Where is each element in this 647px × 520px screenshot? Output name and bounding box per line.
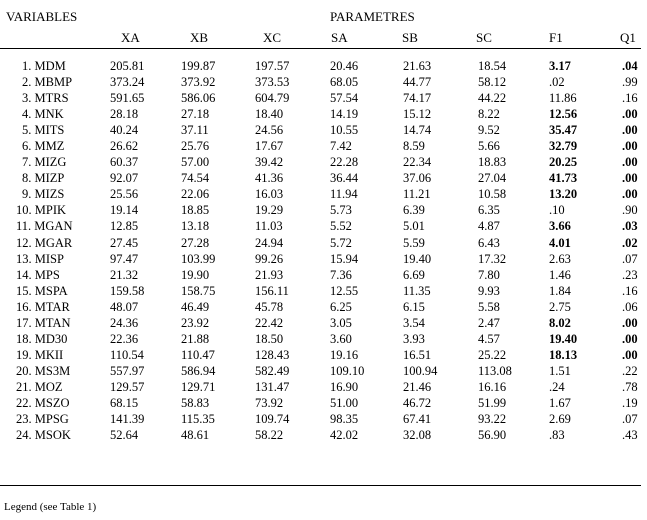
- cell-sb: 3.54: [403, 315, 425, 330]
- cell-xc: 21.93: [255, 267, 284, 282]
- cell-f1: .02: [549, 75, 565, 90]
- cell-xc: 18.50: [255, 331, 284, 346]
- cell-sa: 19.16: [330, 347, 359, 362]
- variables-header: VARIABLES: [6, 9, 78, 24]
- cell-xa: 141.39: [110, 412, 145, 427]
- variable-name: 1. MDM: [22, 59, 66, 73]
- cell-sa: 3.05: [330, 315, 352, 330]
- cell-xa: 205.81: [110, 59, 145, 73]
- cell-q1: .23: [622, 267, 638, 282]
- table-body: [0, 58, 641, 443]
- cell-sa: 22.28: [330, 155, 359, 170]
- cell-q1: .00: [622, 331, 638, 346]
- table-row: [0, 411, 641, 427]
- cell-xa: 68.15: [110, 395, 139, 410]
- cell-xa: 129.57: [110, 379, 145, 394]
- cell-sc: 7.80: [478, 267, 500, 282]
- cell-sc: 5.66: [478, 139, 500, 154]
- cell-xc: 582.49: [255, 363, 290, 378]
- cell-f1: 20.25: [549, 155, 578, 170]
- cell-xb: 27.28: [181, 235, 210, 250]
- cell-sc: 113.08: [478, 363, 512, 378]
- cell-sc: 9.52: [478, 123, 500, 138]
- variable-name: 17. MTAN: [16, 315, 71, 330]
- table-row: [0, 267, 641, 283]
- cell-sa: 14.19: [330, 107, 359, 122]
- column-header-xb: XB: [190, 30, 209, 45]
- variable-name: 2. MBMP: [22, 75, 73, 90]
- cell-q1: .00: [622, 315, 638, 330]
- cell-sb: 14.74: [403, 123, 432, 138]
- cell-sa: 51.00: [330, 395, 359, 410]
- cell-sa: 5.73: [330, 203, 352, 218]
- cell-xb: 115.35: [181, 412, 215, 427]
- cell-sc: 51.99: [478, 395, 507, 410]
- cell-sb: 32.08: [403, 428, 432, 443]
- cell-q1: .19: [622, 395, 638, 410]
- cell-f1: 3.66: [549, 219, 571, 234]
- cell-f1: 2.69: [549, 412, 571, 427]
- variable-name: 5. MITS: [22, 123, 65, 138]
- cell-xa: 28.18: [110, 107, 139, 122]
- cell-q1: .03: [622, 219, 638, 234]
- cell-f1: 2.75: [549, 299, 571, 314]
- table-row: [0, 251, 641, 267]
- cell-xc: 16.03: [255, 187, 284, 202]
- cell-q1: .00: [622, 107, 638, 122]
- table-top-rule: [0, 48, 641, 49]
- cell-xc: 197.57: [255, 59, 290, 73]
- variable-name: 8. MIZP: [22, 171, 65, 186]
- cell-xb: 23.92: [181, 315, 210, 330]
- table-row: [0, 395, 641, 411]
- table-row: [0, 427, 641, 443]
- cell-sa: 10.55: [330, 123, 359, 138]
- cell-xc: 604.79: [255, 91, 290, 106]
- cell-f1: 2.63: [549, 251, 571, 266]
- cell-sb: 21.63: [403, 59, 432, 73]
- column-header-xc: XC: [263, 30, 282, 45]
- cell-q1: .99: [622, 75, 638, 90]
- cell-xb: 103.99: [181, 251, 216, 266]
- cell-sc: 6.43: [478, 235, 500, 250]
- cell-f1: 12.56: [549, 107, 578, 122]
- table-row: [0, 379, 641, 395]
- cell-f1: 41.73: [549, 171, 578, 186]
- cell-sa: 36.44: [330, 171, 359, 186]
- variable-name: 7. MIZG: [22, 155, 67, 170]
- cell-xb: 27.18: [181, 107, 210, 122]
- variable-name: 20. MS3M: [16, 363, 71, 378]
- table-row: [0, 299, 641, 315]
- cell-sa: 11.94: [330, 187, 358, 202]
- cell-sa: 6.25: [330, 299, 352, 314]
- cell-sa: 7.42: [330, 139, 352, 154]
- cell-sc: 18.54: [478, 59, 507, 73]
- cell-xb: 18.85: [181, 203, 210, 218]
- cell-sb: 46.72: [403, 395, 432, 410]
- cell-xc: 41.36: [255, 171, 284, 186]
- cell-sa: 5.72: [330, 235, 352, 250]
- cell-xa: 19.14: [110, 203, 139, 218]
- variable-name: 9. MIZS: [22, 187, 65, 202]
- cell-xb: 199.87: [181, 59, 216, 73]
- cell-f1: 19.40: [549, 331, 578, 346]
- cell-xa: 110.54: [110, 347, 144, 362]
- column-header-q1: Q1: [620, 30, 636, 45]
- cell-q1: .02: [622, 235, 638, 250]
- cell-q1: .43: [622, 428, 638, 443]
- cell-xc: 128.43: [255, 347, 290, 362]
- cell-xb: 19.90: [181, 267, 210, 282]
- cell-sc: 27.04: [478, 171, 507, 186]
- cell-sb: 67.41: [403, 412, 432, 427]
- cell-xa: 159.58: [110, 283, 145, 298]
- cell-q1: .00: [622, 155, 638, 170]
- cell-sc: 9.93: [478, 283, 500, 298]
- cell-xc: 24.56: [255, 123, 284, 138]
- cell-xa: 22.36: [110, 331, 139, 346]
- table-bottom-rule: [0, 485, 641, 486]
- cell-xa: 591.65: [110, 91, 145, 106]
- cell-xc: 58.22: [255, 428, 284, 443]
- cell-f1: 35.47: [549, 123, 578, 138]
- cell-q1: .00: [622, 139, 638, 154]
- cell-f1: .24: [549, 379, 565, 394]
- cell-sb: 21.46: [403, 379, 432, 394]
- variable-name: 18. MD30: [16, 331, 68, 346]
- cell-sa: 7.36: [330, 267, 352, 282]
- table-row: [0, 315, 641, 331]
- cell-xc: 24.94: [255, 235, 284, 250]
- table-row: [0, 106, 641, 122]
- cell-f1: 1.46: [549, 267, 571, 282]
- table-row: [0, 74, 641, 90]
- table-row: [0, 154, 641, 170]
- cell-sc: 58.12: [478, 75, 507, 90]
- cell-sc: 44.22: [478, 91, 507, 106]
- cell-f1: 1.67: [549, 395, 571, 410]
- cell-f1: 8.02: [549, 315, 571, 330]
- cell-sa: 98.35: [330, 412, 359, 427]
- cell-sb: 3.93: [403, 331, 425, 346]
- cell-sb: 6.15: [403, 299, 425, 314]
- variable-name: 12. MGAR: [16, 235, 73, 250]
- cell-q1: .07: [622, 251, 638, 266]
- variable-name: 3. MTRS: [22, 91, 69, 106]
- variable-name: 4. MNK: [22, 107, 64, 122]
- column-header-sc: SC: [476, 30, 492, 45]
- cell-f1: .10: [549, 203, 565, 218]
- cell-q1: .00: [622, 347, 638, 362]
- cell-xa: 373.24: [110, 75, 145, 90]
- cell-xb: 48.61: [181, 428, 210, 443]
- variable-name: 22. MSZO: [16, 395, 70, 410]
- table-row: [0, 331, 641, 347]
- cell-sb: 5.01: [403, 219, 425, 234]
- cell-xb: 22.06: [181, 187, 210, 202]
- table-row: [0, 218, 641, 234]
- variable-name: 15. MSPA: [16, 283, 68, 298]
- cell-xa: 26.62: [110, 139, 139, 154]
- table-row: [0, 363, 641, 379]
- cell-sc: 93.22: [478, 412, 507, 427]
- cell-q1: .00: [622, 187, 638, 202]
- legend-note: Legend (see Table 1): [4, 501, 97, 513]
- cell-sc: 16.16: [478, 379, 507, 394]
- cell-q1: .07: [622, 412, 638, 427]
- cell-f1: 13.20: [549, 187, 578, 202]
- cell-sc: 17.32: [478, 251, 507, 266]
- cell-xa: 12.85: [110, 219, 139, 234]
- cell-q1: .06: [622, 299, 638, 314]
- cell-xa: 97.47: [110, 251, 139, 266]
- cell-sc: 18.83: [478, 155, 507, 170]
- cell-xb: 58.83: [181, 395, 210, 410]
- cell-xc: 11.03: [255, 219, 283, 234]
- cell-xa: 24.36: [110, 315, 139, 330]
- cell-sb: 19.40: [403, 251, 432, 266]
- cell-xc: 19.29: [255, 203, 284, 218]
- cell-xa: 52.64: [110, 428, 139, 443]
- cell-xc: 73.92: [255, 395, 284, 410]
- cell-xb: 158.75: [181, 283, 216, 298]
- cell-xc: 22.42: [255, 315, 284, 330]
- cell-f1: 32.79: [549, 139, 578, 154]
- variable-name: 10. MPIK: [16, 203, 67, 218]
- cell-xa: 557.97: [110, 363, 145, 378]
- cell-sc: 4.57: [478, 331, 500, 346]
- cell-q1: .22: [622, 363, 638, 378]
- cell-xc: 99.26: [255, 251, 284, 266]
- cell-q1: .16: [622, 283, 638, 298]
- cell-f1: 3.17: [549, 59, 571, 73]
- cell-xb: 74.54: [181, 171, 210, 186]
- cell-q1: .00: [622, 171, 638, 186]
- cell-xb: 110.47: [181, 347, 215, 362]
- cell-sc: 5.58: [478, 299, 500, 314]
- cell-xc: 17.67: [255, 139, 284, 154]
- cell-xa: 48.07: [110, 299, 139, 314]
- cell-sc: 56.90: [478, 428, 507, 443]
- cell-sb: 74.17: [403, 91, 432, 106]
- cell-xb: 57.00: [181, 155, 210, 170]
- cell-sa: 57.54: [330, 91, 359, 106]
- table-row: [0, 202, 641, 218]
- cell-xc: 109.74: [255, 412, 290, 427]
- table-row: [0, 283, 641, 299]
- table-row: [0, 235, 641, 251]
- variable-name: 24. MSOK: [16, 428, 71, 443]
- cell-q1: .78: [622, 379, 638, 394]
- cell-sc: 25.22: [478, 347, 507, 362]
- cell-xc: 373.53: [255, 75, 290, 90]
- cell-xa: 25.56: [110, 187, 139, 202]
- cell-sb: 37.06: [403, 171, 432, 186]
- cell-sb: 6.39: [403, 203, 425, 218]
- variable-name: 14. MPS: [16, 267, 60, 282]
- cell-f1: 1.84: [549, 283, 571, 298]
- table-row: [0, 90, 641, 106]
- cell-sa: 3.60: [330, 331, 352, 346]
- cell-q1: .00: [622, 123, 638, 138]
- cell-sa: 20.46: [330, 59, 359, 73]
- cell-sc: 6.35: [478, 203, 500, 218]
- cell-sc: 10.58: [478, 187, 507, 202]
- column-header-f1: F1: [549, 30, 563, 45]
- cell-xb: 373.92: [181, 75, 216, 90]
- cell-sb: 16.51: [403, 347, 432, 362]
- table-row: [0, 58, 641, 74]
- cell-xb: 21.88: [181, 331, 210, 346]
- cell-sc: 4.87: [478, 219, 500, 234]
- cell-xa: 60.37: [110, 155, 139, 170]
- variable-name: 11. MGAN: [16, 219, 73, 234]
- table-row: [0, 347, 641, 363]
- cell-sa: 15.94: [330, 251, 359, 266]
- cell-sb: 22.34: [403, 155, 432, 170]
- variable-name: 19. MKII: [16, 347, 64, 362]
- table-row: [0, 122, 641, 138]
- cell-xb: 37.11: [181, 123, 209, 138]
- cell-sa: 42.02: [330, 428, 359, 443]
- cell-xa: 27.45: [110, 235, 139, 250]
- cell-q1: .04: [622, 59, 638, 73]
- cell-q1: .16: [622, 91, 638, 106]
- cell-sb: 15.12: [403, 107, 432, 122]
- cell-sb: 5.59: [403, 235, 425, 250]
- cell-xc: 131.47: [255, 379, 290, 394]
- table-row: [0, 170, 641, 186]
- cell-sc: 2.47: [478, 315, 500, 330]
- cell-xc: 18.40: [255, 107, 284, 122]
- cell-q1: .90: [622, 203, 638, 218]
- cell-f1: 18.13: [549, 347, 578, 362]
- cell-sb: 11.21: [403, 187, 431, 202]
- cell-xb: 25.76: [181, 139, 210, 154]
- column-header-sa: SA: [331, 30, 348, 45]
- cell-xc: 156.11: [255, 283, 289, 298]
- cell-xa: 40.24: [110, 123, 139, 138]
- cell-xb: 46.49: [181, 299, 210, 314]
- cell-xa: 21.32: [110, 267, 139, 282]
- cell-xa: 92.07: [110, 171, 139, 186]
- cell-sa: 16.90: [330, 379, 359, 394]
- cell-sa: 5.52: [330, 219, 352, 234]
- cell-sc: 8.22: [478, 107, 500, 122]
- column-header-sb: SB: [402, 30, 418, 45]
- cell-xc: 39.42: [255, 155, 284, 170]
- cell-xb: 586.06: [181, 91, 216, 106]
- cell-f1: 11.86: [549, 91, 577, 106]
- variable-name: 21. MOZ: [16, 379, 63, 394]
- variable-name: 6. MMZ: [22, 139, 65, 154]
- cell-sb: 11.35: [403, 283, 431, 298]
- parametres-header: PARAMETRES: [330, 9, 415, 24]
- cell-sa: 12.55: [330, 283, 359, 298]
- cell-xb: 13.18: [181, 219, 210, 234]
- variable-name: 16. MTAR: [16, 299, 70, 314]
- cell-sa: 68.05: [330, 75, 359, 90]
- cell-f1: .83: [549, 428, 565, 443]
- variable-name: 23. MPSG: [16, 412, 69, 427]
- table-row: [0, 138, 641, 154]
- cell-f1: 1.51: [549, 363, 571, 378]
- cell-sb: 6.69: [403, 267, 425, 282]
- table-row: [0, 186, 641, 202]
- cell-sa: 109.10: [330, 363, 365, 378]
- cell-f1: 4.01: [549, 235, 571, 250]
- variable-name: 13. MISP: [16, 251, 64, 266]
- cell-sb: 8.59: [403, 139, 425, 154]
- cell-sb: 100.94: [403, 363, 438, 378]
- cell-xb: 129.71: [181, 379, 216, 394]
- cell-xb: 586.94: [181, 363, 216, 378]
- column-header-xa: XA: [121, 30, 140, 45]
- cell-xc: 45.78: [255, 299, 284, 314]
- cell-sb: 44.77: [403, 75, 432, 90]
